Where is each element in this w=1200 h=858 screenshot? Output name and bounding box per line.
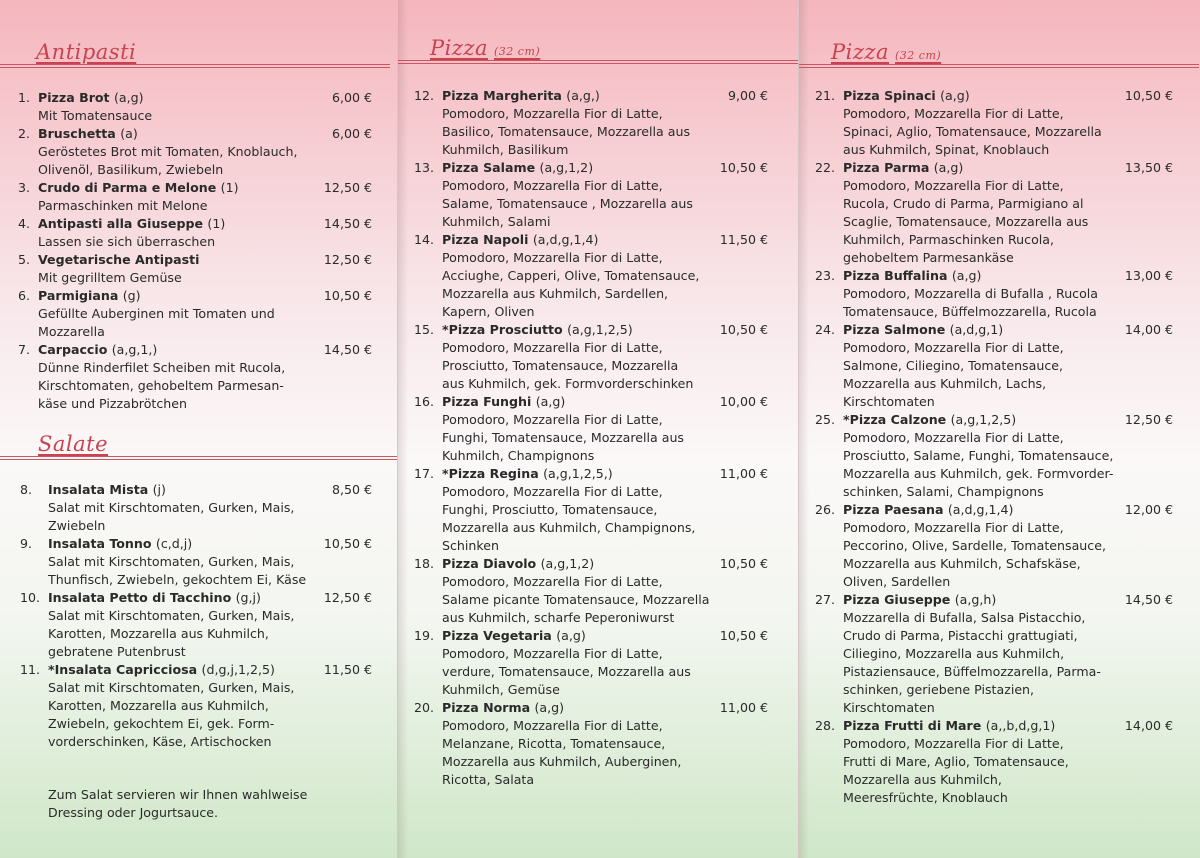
item-number: 10. [20,590,41,605]
item-name: Insalata Petto di Tacchino [48,590,232,605]
item-price: 12,50 € [323,590,372,605]
item-name-line [843,267,981,285]
fold-shadow [398,0,408,858]
item-number: 28. [815,718,836,733]
allergen-codes: (a,g) [556,628,586,643]
allergen-codes: (a,g) [534,700,565,715]
item-name-line [48,535,192,553]
item-number: 9. [20,536,33,551]
item-price: 12,50 € [323,180,372,195]
allergen-codes: (g,j) [235,590,261,605]
item-name: Pizza Parma [843,160,930,175]
item-name-line [843,717,1055,735]
item-name-line [843,159,963,177]
allergen-codes: (a,g,1,2,5,) [543,466,613,481]
item-description: Pomodoro, Mozzarella Fior di Latte, Spinaci, Aglio, Tomatensauce, Mozzarella aus Kuhmilch, Spinat, Knoblauch [843,106,1102,157]
item-name-line [38,179,239,197]
item-description: Pomodoro, Mozzarella Fior di Latte, Prosciutto, Tomatensauce, Mozzarella aus Kuhmilch, gek. Formvorderschinken [442,340,694,391]
item-name: *Insalata Capricciosa [48,662,198,677]
item-price: 10,50 € [323,536,372,551]
item-name-line [442,393,565,411]
item-description: Pomodoro, Mozzarella Fior di Latte, Melanzane, Ricotta, Tomatensauce, Mozzarella aus Kuhmilch, Auberginen, Ricotta, Salata [442,718,682,787]
item-number: 27. [815,592,836,607]
item-description: Parmaschinken mit Melone [38,198,208,213]
item-number: 26. [815,502,836,517]
item-name-line [442,231,598,249]
item-name: Pizza Salmone [843,322,946,337]
item-name: Pizza Buffalina [843,268,948,283]
allergen-codes: (a,d,g,1,4) [532,232,599,247]
item-description: Pomodoro, Mozzarella Fior di Latte, Salmone, Ciliegino, Tomatensauce, Mozzarella aus Kuhmilch, Lachs, Kirschtomaten [843,340,1064,409]
item-price: 12,00 € [1124,502,1173,517]
item-price: 14,50 € [323,216,372,231]
item-name-line [442,321,633,339]
item-name: Crudo di Parma e Melone [38,180,217,195]
allergen-codes: (1) [207,216,226,231]
pizza1-size: (32 cm) [494,45,541,58]
pizza1-heading [398,28,799,68]
item-price: 11,50 € [323,662,372,677]
item-description: Dünne Rinderfilet Scheiben mit Rucola, Kirschtomaten, gehobeltem Parmesan- käse und Pizzabrötchen [38,360,286,411]
item-description: Lassen sie sich überraschen [38,234,216,249]
allergen-codes: (a,g,h) [954,592,997,607]
item-description: Pomodoro, Mozzarella Fior di Latte, Basilico, Tomatensauce, Mozzarella aus Kuhmilch, Basilikum [442,106,691,157]
item-number: 17. [414,466,435,481]
item-name: Pizza Brot [38,90,110,105]
item-description: Pomodoro, Mozzarella Fior di Latte, Acciughe, Capperi, Olive, Tomatensauce, Mozzarella aus Kuhmilch, Sardellen, Kapern, Oliven [442,250,700,319]
item-name-line [843,321,1003,339]
item-description: Pomodoro, Mozzarella Fior di Latte, Frutti di Mare, Aglio, Tomatensauce, Mozzarella aus Kuhmilch, Meeresfrüchte, Knoblauch [843,736,1069,805]
allergen-codes: (a,d,g,1,4) [947,502,1014,517]
allergen-codes: (a) [120,126,138,141]
pizza2-size: (32 cm) [895,49,942,62]
pizza1-title [430,36,540,60]
item-price: 14,50 € [323,342,372,357]
item-price: 11,50 € [719,232,768,247]
item-name: *Pizza Calzone [843,412,947,427]
item-description: Mit gegrilltem Gemüse [38,270,182,285]
pizza2-title-text: Pizza [831,40,889,64]
item-description: Pomodoro, Mozzarella Fior di Latte, Funghi, Tomatensauce, Mozzarella aus Kuhmilch, Champignons [442,412,684,463]
item-description: Gefüllte Auberginen mit Tomaten und Mozzarella [38,306,275,339]
fold-shadow [799,0,809,858]
item-name-line [843,87,970,105]
antipasti-title: Antipasti [36,40,137,64]
item-price: 10,50 € [1124,88,1173,103]
item-name-line [48,589,261,607]
item-number: 20. [414,700,435,715]
item-name: Antipasti alla Giuseppe [38,216,204,231]
item-price: 11,00 € [719,466,768,481]
item-description: Pomodoro, Mozzarella Fior di Latte, Peccorino, Olive, Sardelle, Tomatensauce, Mozzarella aus Kuhmilch, Schafskäse, Oliven, Sardellen [843,520,1106,589]
item-price: 12,50 € [1124,412,1173,427]
item-name-line [38,287,141,305]
salate-title: Salate [38,432,109,456]
item-number: 6. [18,288,31,303]
item-name: *Pizza Regina [442,466,539,481]
allergen-codes: (a,g,1,2) [539,160,594,175]
item-price: 13,50 € [1124,160,1173,175]
item-number: 24. [815,322,836,337]
item-number: 11. [20,662,41,677]
item-number: 25. [815,412,836,427]
item-name: Pizza Spinaci [843,88,936,103]
item-description: Pomodoro, Mozzarella Fior di Latte, Rucola, Crudo di Parma, Parmigiano al Scaglie, Tomatensauce, Mozzarella aus Kuhmilch, Parmaschinken Rucola, gehobeltem Parmesankäse [843,178,1089,265]
item-price: 11,00 € [719,700,768,715]
item-price: 14,00 € [1124,322,1173,337]
allergen-codes: (c,d,j) [155,536,193,551]
allergen-codes: (a,g) [933,160,964,175]
item-description: Pomodoro, Mozzarella Fior di Latte, Salame picante Tomatensauce, Mozzarella aus Kuhmilch, scharfe Peperoniwurst [442,574,710,625]
pizza2-title [831,40,941,64]
item-number: 13. [414,160,435,175]
item-number: 15. [414,322,435,337]
item-name: Pizza Funghi [442,394,532,409]
allergen-codes: (j) [152,482,166,497]
item-number: 3. [18,180,31,195]
item-number: 22. [815,160,836,175]
item-price: 10,50 € [719,160,768,175]
item-name-line [442,699,564,717]
panel-pizza-2 [798,0,1200,858]
item-name-line [442,627,586,645]
panel-pizza-1 [397,0,798,858]
allergen-codes: (a,,b,d,g,1) [985,718,1056,733]
item-price: 8,50 € [331,482,372,497]
item-name: Pizza Giuseppe [843,592,951,607]
item-price: 10,50 € [323,288,372,303]
item-name-line [442,555,594,573]
item-price: 10,50 € [719,556,768,571]
allergen-codes: (a,g,1,2) [540,556,595,571]
item-price: 14,50 € [1124,592,1173,607]
item-description: Geröstetes Brot mit Tomaten, Knoblauch, Olivenöl, Basilikum, Zwiebeln [38,144,298,177]
item-number: 1. [18,90,31,105]
salate-rule [0,456,398,460]
panel-antipasti-salate [0,0,397,858]
item-description: Mit Tomatensauce [38,108,153,123]
item-number: 19. [414,628,435,643]
item-name: Carpaccio [38,342,108,357]
item-price: 9,00 € [727,88,768,103]
allergen-codes: (a,g) [113,90,144,105]
item-number: 16. [414,394,435,409]
item-name-line [442,465,613,483]
pizza2-rule [799,64,1199,68]
allergen-codes: (a,g,1,) [111,342,158,357]
item-name-line [38,89,144,107]
item-description: Mozzarella di Bufalla, Salsa Pistacchio, Crudo di Parma, Pistacchi grattugiati, Ciliegino, Mozzarella aus Kuhmilch, Pistaziensauce, Büffelmozzarella, Parma- schinken, geriebene Pistazien, Kirschtomaten [843,610,1101,715]
pizza2-heading [799,32,1199,72]
item-description: Pomodoro, Mozzarella Fior di Latte, verdure, Tomatensauce, Mozzarella aus Kuhmilch, Gemüse [442,646,691,697]
item-name-line [843,501,1013,519]
item-number: 2. [18,126,31,141]
salate-heading [0,424,398,464]
item-number: 5. [18,252,31,267]
item-name: Insalata Mista [48,482,149,497]
item-number: 8. [20,482,33,497]
item-price: 13,00 € [1124,268,1173,283]
item-price: 10,00 € [719,394,768,409]
salad-note: Zum Salat servieren wir Ihnen wahlweise Dressing oder Jogurtsauce. [48,787,308,820]
item-number: 14. [414,232,435,247]
allergen-codes: (g) [122,288,141,303]
item-description: Pomodoro, Mozzarella Fior di Latte, Funghi, Prosciutto, Tomatensauce, Mozzarella aus Kuhmilch, Champignons, Schinken [442,484,696,553]
item-name-line [843,411,1016,429]
allergen-codes: (a,d,g,1) [949,322,1004,337]
item-number: 4. [18,216,31,231]
allergen-codes: (1) [220,180,239,195]
item-name: Bruschetta [38,126,116,141]
item-name-line [442,87,600,105]
allergen-codes: (a,g,1,2,5) [950,412,1017,427]
item-price: 6,00 € [331,126,372,141]
item-number: 12. [414,88,435,103]
item-price: 10,50 € [719,628,768,643]
item-name: Pizza Vegetaria [442,628,552,643]
item-name: Vegetarische Antipasti [38,252,200,267]
item-name-line [38,125,138,143]
item-number: 18. [414,556,435,571]
item-price: 14,00 € [1124,718,1173,733]
item-name-line [48,661,275,679]
item-description: Salat mit Kirschtomaten, Gurken, Mais, Zwiebeln [48,500,295,533]
item-name-line [38,251,199,269]
item-description: Pomodoro, Mozzarella Fior di Latte, Salame, Tomatensauce , Mozzarella aus Kuhmilch, Salami [442,178,693,229]
item-name: Pizza Paesana [843,502,944,517]
allergen-codes: (a,g,1,2,5) [567,322,633,337]
item-name: Pizza Frutti di Mare [843,718,982,733]
antipasti-rule [0,64,390,68]
item-name: Pizza Norma [442,700,531,715]
pizza1-title-text: Pizza [430,36,488,60]
antipasti-heading [0,32,390,72]
item-description: Salat mit Kirschtomaten, Gurken, Mais, Karotten, Mozzarella aus Kuhmilch, gebratene Putenbrust [48,608,295,659]
item-name: Pizza Salame [442,160,536,175]
item-name: Insalata Tonno [48,536,152,551]
pizza1-rule [398,60,799,64]
item-price: 10,50 € [719,322,768,337]
item-name: *Pizza Prosciutto [442,322,563,337]
item-name-line [38,341,157,359]
allergen-codes: (d,g,j,1,2,5) [201,662,275,677]
item-name-line [48,481,166,499]
item-description: Pomodoro, Mozzarella di Bufalla , Rucola Tomatensauce, Büffelmozzarella, Rucola [843,286,1099,319]
item-name: Pizza Margherita [442,88,562,103]
item-description: Pomodoro, Mozzarella Fior di Latte, Prosciutto, Salame, Funghi, Tomatensauce, Mozzarella aus Kuhmilch, gek. Formvorder- schinken, Salami, Champignons [843,430,1114,499]
allergen-codes: (a,g,) [566,88,600,103]
allergen-codes: (a,g) [535,394,566,409]
item-name-line [38,215,225,233]
item-description: Salat mit Kirschtomaten, Gurken, Mais, Karotten, Mozzarella aus Kuhmilch, Zwiebeln, gekochtem Ei, gek. Form- vorderschinken, Käse, Artischocken [48,680,295,749]
item-name: Parmigiana [38,288,119,303]
item-number: 7. [18,342,31,357]
allergen-codes: (a,g) [951,268,982,283]
item-name: Pizza Napoli [442,232,529,247]
item-number: 21. [815,88,836,103]
item-number: 23. [815,268,836,283]
item-price: 6,00 € [331,90,372,105]
allergen-codes: (a,g) [940,88,970,103]
item-name: Pizza Diavolo [442,556,537,571]
item-name-line [442,159,593,177]
item-description: Salat mit Kirschtomaten, Gurken, Mais, Thunfisch, Zwiebeln, gekochtem Ei, Käse [48,554,307,587]
item-price: 12,50 € [323,252,372,267]
item-name-line [843,591,996,609]
